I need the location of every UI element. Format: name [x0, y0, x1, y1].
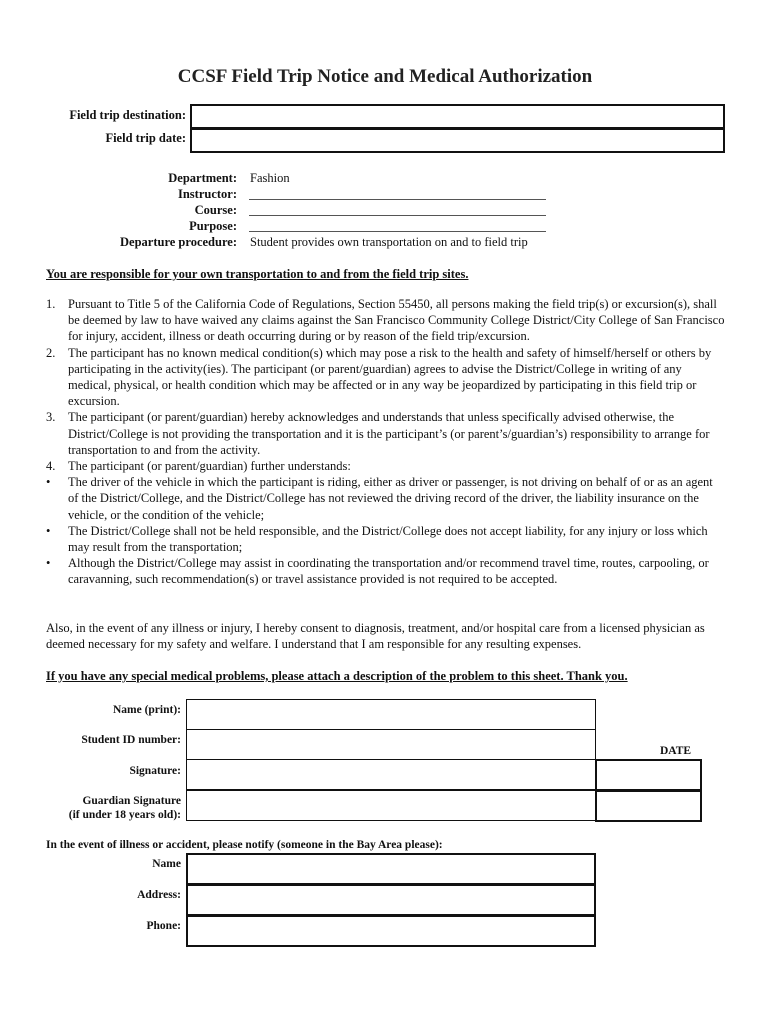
list-item: [46, 555, 726, 587]
emergency-name-label: Name: [152, 858, 181, 870]
purpose-line[interactable]: [249, 231, 546, 232]
medical-note: If you have any special medical problems, please attach a description of the problem to this sheet. Thank you.: [46, 669, 628, 683]
guardian-label-line2: (if under 18 years old):: [68, 809, 181, 821]
instructor-line[interactable]: [249, 199, 546, 200]
bullet-marker: •: [46, 475, 51, 490]
emergency-address-label: Address:: [137, 889, 181, 901]
emergency-phone-label: Phone:: [146, 920, 181, 932]
signature-label: Signature:: [129, 765, 181, 777]
list-item-text: The participant (or parent/guardian) further understands:: [68, 459, 351, 474]
list-item: [46, 458, 726, 474]
signature-field[interactable]: [186, 759, 596, 790]
consent-paragraph: Also, in the event of any illness or injury, I hereby consent to diagnosis, treatment, and/or hospital care from a licensed physician as deemed necessary for my safety and welfare. I understand that I am responsible for any resulting expenses.: [46, 621, 705, 652]
page-title: CCSF Field Trip Notice and Medical Authorization: [177, 66, 593, 87]
date-label: DATE: [660, 745, 692, 757]
list-item-text: The driver of the vehicle in which the participant is riding, either as driver or passenger, is not driving on behalf of or as an agent of the District/College, and the District/College has not reviewed the driving record of the driver, the liability insurance on the vehicle, or the condition of the vehicle;: [68, 475, 713, 522]
instructor-label: Instructor:: [177, 187, 237, 201]
terms-list: [46, 296, 726, 588]
list-item-text: The participant has no known medical condition(s) which may pose a risk to the health and safety of himself/herself or others by participating in the activity(ies). The participant (or parent/guardian) agrees to advise the District/College in writing of any medical, physical, or health condition which may be affected or in any way be jeopardized by participating in this field trip or excursion.: [68, 345, 712, 409]
list-item: [46, 523, 726, 555]
course-label: Course:: [194, 203, 237, 217]
list-item: [46, 296, 726, 345]
emergency-heading: In the event of illness or accident, please notify (someone in the Bay Area please):: [46, 839, 443, 851]
course-line[interactable]: [249, 215, 546, 216]
list-marker: 2.: [46, 345, 56, 360]
guardian-date-field[interactable]: [595, 790, 702, 822]
department-value: Fashion: [250, 171, 290, 185]
trip-date-field[interactable]: [190, 128, 725, 153]
list-item: [46, 409, 726, 458]
list-marker: 4.: [46, 459, 56, 474]
destination-label: Field trip destination:: [69, 108, 186, 122]
list-item-text: The District/College shall not be held responsible, and the District/College does not accept liability, for any injury or loss which may result from the transportation;: [68, 523, 708, 555]
guardian-label-line1: Guardian Signature: [82, 795, 181, 807]
trip-date-label: Field trip date:: [105, 131, 186, 145]
emergency-name-field[interactable]: [186, 853, 596, 885]
list-item: [46, 474, 726, 523]
guardian-signature-field[interactable]: [186, 790, 596, 821]
list-item-text: Pursuant to Title 5 of the California Code of Regulations, Section 55450, all persons making the field trip(s) or excursion(s), shall be deemed by law to have waived any claims against the San Francisco Community College District/City College of San Francisco for injury, accident, illness or death occurring during or by reason of the field trip/excursion.: [68, 297, 725, 344]
list-item-text: The participant (or parent/guardian) hereby acknowledges and understands that unless specifically advised otherwise, the District/College is not providing the transportation and it is the participant’s (or parent’s/guardian’s) responsibility to arrange for transportation to and from the activity.: [68, 410, 710, 457]
departure-label: Departure procedure:: [120, 235, 237, 249]
guardian-label: [21, 794, 181, 822]
purpose-label: Purpose:: [189, 219, 237, 233]
list-item-text: Although the District/College may assist in coordinating the transportation and/or recommend travel time, routes, carpooling, or caravanning, such recommendation(s) or travel assistance provided is not required to be accepted.: [68, 556, 709, 587]
list-marker: 3.: [46, 410, 56, 425]
department-label: Department:: [168, 171, 237, 185]
list-item: [46, 345, 726, 410]
emergency-phone-field[interactable]: [186, 915, 596, 947]
list-marker: 1.: [46, 297, 56, 311]
signature-date-field[interactable]: [595, 759, 702, 791]
name-print-field[interactable]: [186, 699, 596, 730]
name-print-label: Name (print):: [112, 704, 181, 716]
bullet-marker: •: [46, 556, 51, 571]
student-id-label: Student ID number:: [81, 734, 181, 746]
departure-value: Student provides own transportation on and to field trip: [250, 235, 528, 249]
emergency-address-field[interactable]: [186, 884, 596, 916]
transport-notice: You are responsible for your own transportation to and from the field trip sites.: [46, 267, 469, 281]
destination-field[interactable]: [190, 104, 725, 129]
bullet-marker: •: [46, 523, 51, 538]
student-id-field[interactable]: [186, 729, 596, 760]
